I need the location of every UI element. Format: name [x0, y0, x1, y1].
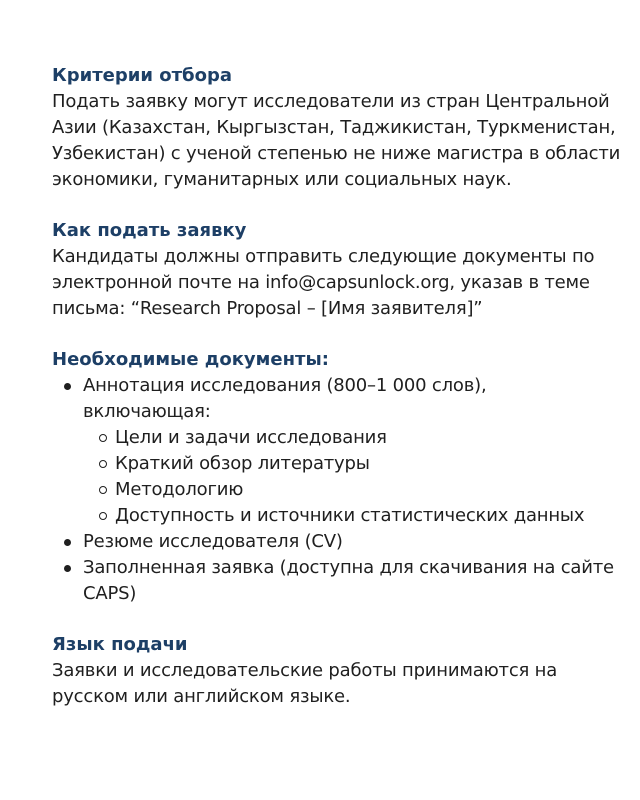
criteria-text — [52, 89, 621, 193]
criteria-line: Узбекистан) с ученой степенью не ниже магистра в области — [52, 143, 621, 164]
how-to-apply-line: электронной почте на info@capsunlock.org, указав в теме — [52, 272, 590, 293]
sub-list-item — [83, 477, 600, 503]
sub-list-item — [83, 503, 600, 529]
language-section — [52, 631, 600, 710]
bullet-icon — [64, 565, 71, 572]
circle-bullet-icon — [99, 486, 107, 494]
criteria-line: экономики, гуманитарных или социальных наук. — [52, 169, 512, 190]
sub-list — [83, 425, 600, 529]
language-line: Заявки и исследовательские работы принимаются на — [52, 660, 558, 681]
how-to-apply-text — [52, 244, 600, 322]
how-to-apply-heading: Как подать заявку — [52, 220, 247, 241]
sub-list-item-text: Краткий обзор литературы — [115, 453, 370, 474]
circle-bullet-icon — [99, 460, 107, 468]
list-item — [52, 555, 614, 607]
language-text — [52, 658, 600, 710]
sub-list-item-text: Методологию — [115, 479, 244, 500]
documents-heading: Необходимые документы: — [52, 349, 329, 370]
sub-list-item-text: Цели и задачи исследования — [115, 427, 387, 448]
bullet-icon — [64, 383, 71, 390]
criteria-line: Азии (Казахстан, Кыргызстан, Таджикистан, Туркменистан, — [52, 117, 616, 138]
bullet-icon — [64, 539, 71, 546]
sub-list-item — [83, 451, 600, 477]
list-item-line: CAPS) — [83, 583, 137, 604]
language-line: русском или английском языке. — [52, 686, 351, 707]
list-item-line: Аннотация исследования (800–1 000 слов), — [83, 375, 487, 396]
documents-section — [52, 346, 614, 607]
list-item-line: Резюме исследователя (CV) — [83, 531, 343, 552]
sub-list-item-text: Доступность и источники статистических данных — [115, 505, 585, 526]
criteria-line: Подать заявку могут исследователи из стран Центральной — [52, 91, 610, 112]
language-heading: Язык подачи — [52, 634, 188, 655]
list-item-line: включающая: — [83, 401, 211, 422]
list-item-line: Заполненная заявка (доступна для скачивания на сайте — [83, 557, 614, 578]
criteria-section — [52, 62, 621, 193]
sub-list-item — [83, 425, 600, 451]
list-item — [52, 529, 600, 555]
how-to-apply-line: письма: “Research Proposal – [Имя заявителя]” — [52, 298, 483, 319]
how-to-apply-section — [52, 217, 600, 322]
list-item — [52, 373, 600, 529]
circle-bullet-icon — [99, 434, 107, 442]
circle-bullet-icon — [99, 512, 107, 520]
documents-list — [52, 373, 614, 607]
how-to-apply-line: Кандидаты должны отправить следующие документы по — [52, 246, 595, 267]
criteria-heading: Критерии отбора — [52, 65, 232, 86]
